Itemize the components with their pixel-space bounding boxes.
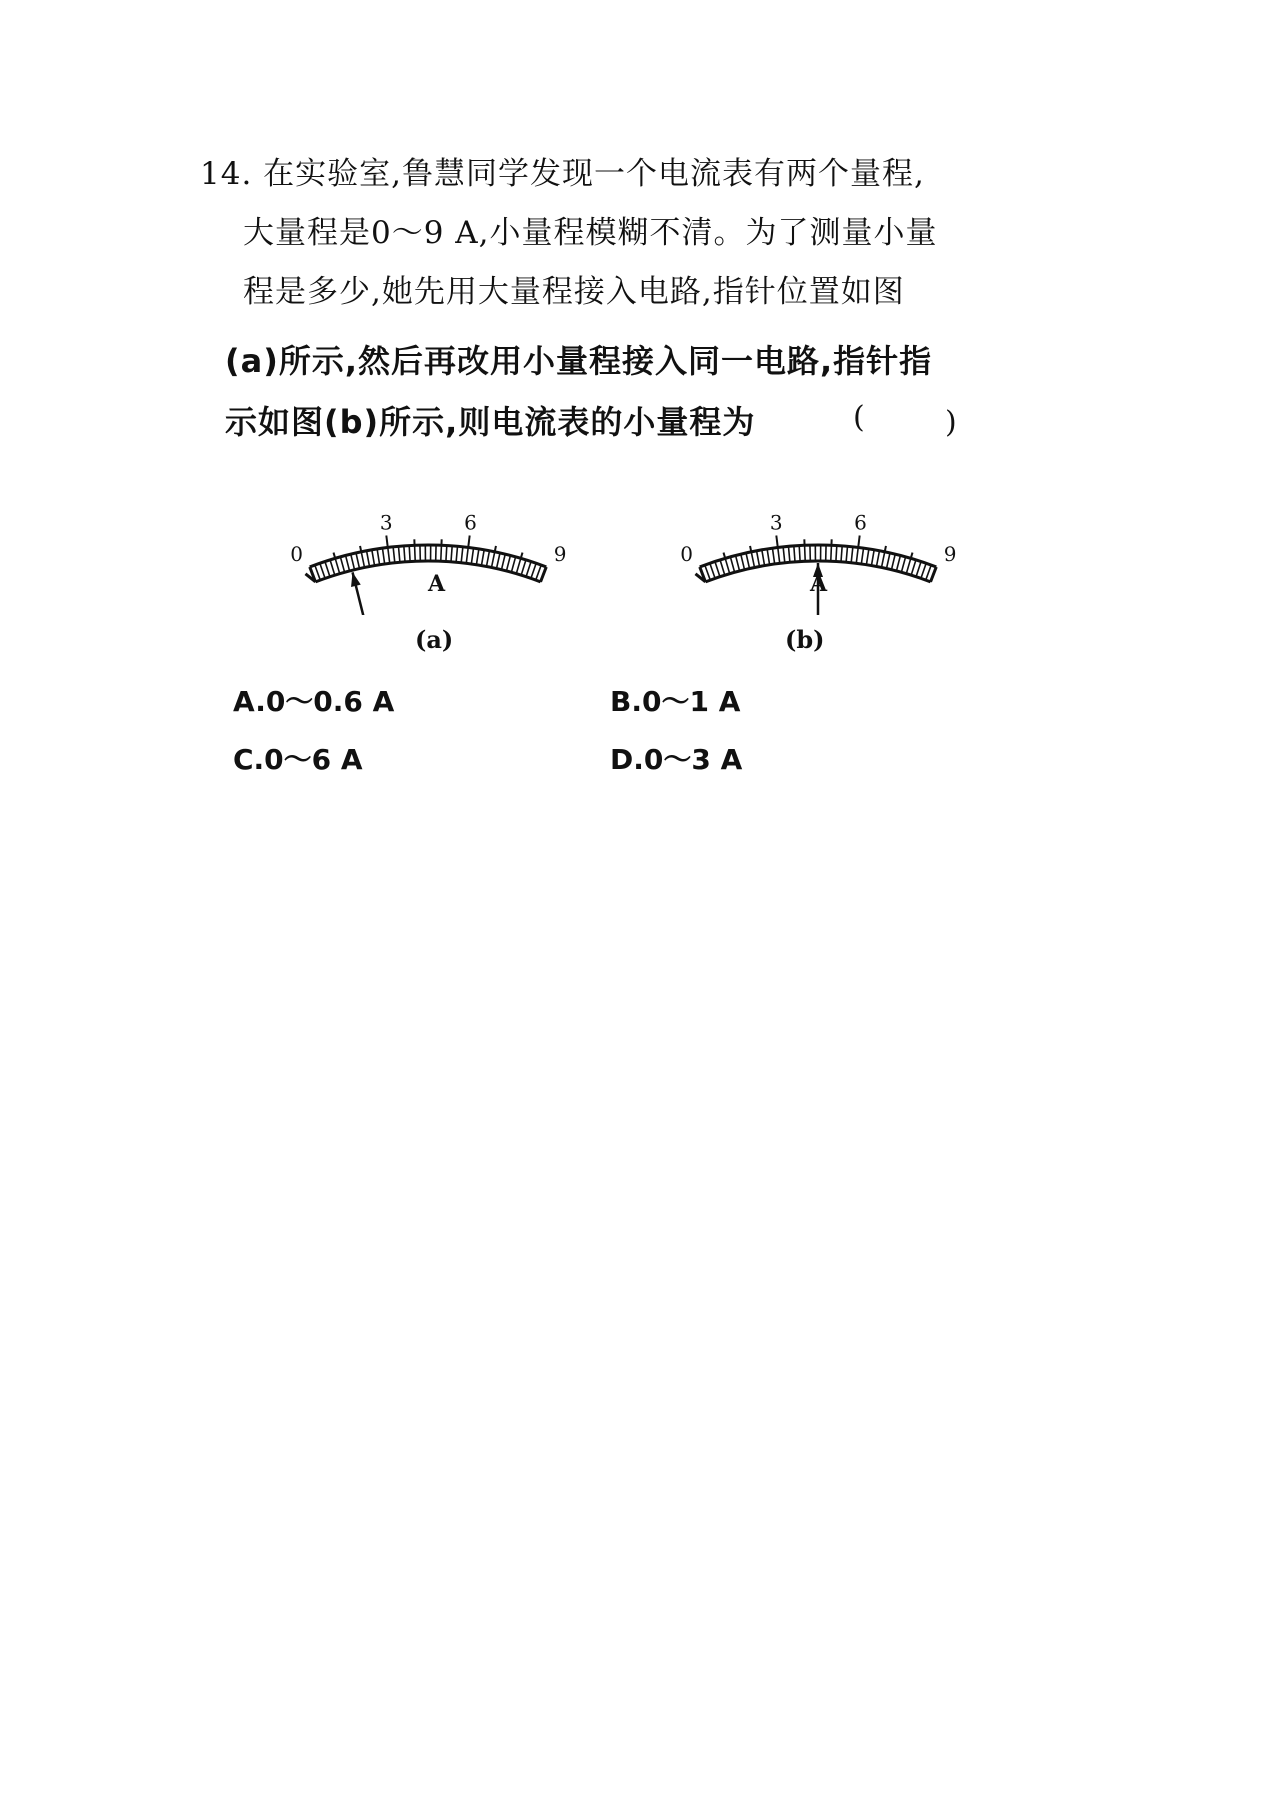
dial-hatch-a bbox=[361, 552, 364, 568]
dial-hatch-b bbox=[881, 552, 884, 568]
dial-hatch-b bbox=[741, 554, 745, 570]
dial-hatch-a bbox=[536, 565, 541, 580]
unit-label-a: A bbox=[428, 571, 446, 597]
answer-bracket-open: ( bbox=[853, 400, 865, 435]
dial-hatch-a bbox=[330, 560, 335, 575]
dial-hatch-b bbox=[751, 552, 754, 568]
dial-hatch-a bbox=[351, 554, 355, 570]
dial-hatch-a bbox=[531, 563, 536, 578]
dial-hatch-b bbox=[886, 553, 889, 569]
dial-hatch-a bbox=[325, 562, 330, 577]
dial-hatch-b bbox=[778, 547, 780, 563]
dial-hatch-b bbox=[788, 546, 789, 562]
option-c[interactable]: C.0～6 A bbox=[233, 743, 363, 776]
unit-label-b: A bbox=[810, 571, 828, 597]
dial-hatch-a bbox=[382, 548, 384, 564]
dial-hatch-a bbox=[456, 546, 457, 562]
dial-hatch-a bbox=[516, 558, 520, 573]
answer-bracket-close: ) bbox=[945, 405, 957, 440]
dial-hatch-a bbox=[409, 546, 410, 562]
dial-hatch-a bbox=[471, 548, 473, 564]
question-line-5: 示如图(b)所示,则电流表的小量程为 bbox=[225, 403, 756, 441]
pointer-arrowhead-a bbox=[351, 572, 361, 587]
dial-hatch-a bbox=[491, 552, 494, 568]
scale-label-a-0: 0 bbox=[290, 542, 304, 567]
ammeter-figure-a bbox=[250, 465, 610, 615]
dial-hatch-b bbox=[762, 550, 765, 566]
dial-hatch-b bbox=[757, 551, 760, 567]
dial-hatch-b bbox=[861, 548, 863, 564]
dial-hatch-a bbox=[315, 565, 320, 580]
dial-hatch-b bbox=[926, 565, 931, 580]
ammeter-figure-b bbox=[640, 465, 1000, 615]
dial-hatch-b bbox=[851, 547, 853, 563]
question-number: 14. bbox=[200, 156, 253, 192]
dial-hatch-b bbox=[871, 550, 874, 566]
dial-hatch-a bbox=[486, 551, 489, 567]
dial-hatch-a bbox=[441, 545, 442, 561]
dial-hatch-b bbox=[767, 549, 769, 565]
dial-hatch-a bbox=[335, 558, 339, 573]
question-line-3: 程是多少,她先用大量程接入电路,指针位置如图 bbox=[243, 274, 905, 310]
dial-major-tick-a bbox=[386, 536, 387, 548]
dial-hatch-b bbox=[715, 562, 720, 577]
dial-hatch-b bbox=[831, 545, 832, 561]
dial-hatch-a bbox=[415, 545, 416, 561]
dial-hatch-b bbox=[725, 558, 729, 573]
dial-hatch-b bbox=[846, 546, 847, 562]
dial-hatch-b bbox=[705, 565, 710, 580]
dial-hatch-b bbox=[901, 557, 905, 572]
dial-hatch-a bbox=[481, 550, 484, 566]
scale-label-b-3: 3 bbox=[769, 510, 783, 535]
dial-hatch-a bbox=[377, 549, 379, 565]
dial-hatch-b bbox=[856, 547, 858, 563]
dial-hatch-a bbox=[496, 553, 499, 569]
dial-hatch-b bbox=[866, 549, 868, 565]
dial-hatch-b bbox=[799, 546, 800, 562]
dial-hatch-a bbox=[521, 560, 526, 575]
dial-hatch-b bbox=[906, 558, 910, 573]
dial-hatch-a bbox=[398, 546, 399, 562]
dial-hatch-a bbox=[404, 546, 405, 562]
dial-hatch-b bbox=[911, 560, 916, 575]
dial-hatch-a bbox=[526, 562, 531, 577]
scale-label-b-9: 9 bbox=[943, 542, 957, 567]
dial-hatch-b bbox=[730, 557, 734, 572]
dial-hatch-b bbox=[836, 546, 837, 562]
dial-hatch-a bbox=[476, 549, 478, 565]
figure-caption-a: (a) bbox=[415, 625, 454, 654]
dial-hatch-a bbox=[506, 555, 510, 570]
scale-label-a-6: 6 bbox=[464, 510, 477, 535]
scale-label-a-9: 9 bbox=[553, 542, 567, 567]
dial-hatch-b bbox=[720, 560, 725, 575]
dial-hatch-a bbox=[372, 550, 375, 566]
dial-hatch-b bbox=[841, 546, 842, 562]
dial-hatch-b bbox=[876, 551, 879, 567]
dial-hatch-b bbox=[891, 554, 895, 570]
dial-hatch-b bbox=[921, 563, 926, 578]
dial-major-tick-b bbox=[858, 536, 859, 548]
dial-hatch-a bbox=[501, 554, 505, 570]
dial-hatch-a bbox=[451, 546, 452, 562]
dial-hatch-b bbox=[772, 548, 774, 564]
dial-hatch-b bbox=[736, 555, 740, 570]
dial-major-tick-b bbox=[776, 536, 777, 548]
dial-hatch-a bbox=[511, 557, 515, 572]
dial-hatch-b bbox=[710, 563, 715, 578]
dial-hatch-a bbox=[367, 551, 370, 567]
dial-hatch-b bbox=[794, 546, 795, 562]
question-line-2: 大量程是0～9 A,小量程模糊不清。为了测量小量 bbox=[243, 215, 938, 251]
dial-hatch-a bbox=[346, 555, 350, 570]
dial-hatch-b bbox=[805, 545, 806, 561]
dial-hatch-a bbox=[388, 547, 390, 563]
option-a[interactable]: A.0～0.6 A bbox=[233, 685, 395, 718]
scale-label-b-6: 6 bbox=[854, 510, 867, 535]
option-b[interactable]: B.0～1 A bbox=[610, 685, 741, 718]
dial-hatch-b bbox=[783, 547, 785, 563]
figure-caption-b: (b) bbox=[785, 625, 825, 654]
dial-major-tick-a bbox=[468, 536, 469, 548]
dial-hatch-b bbox=[896, 555, 900, 570]
dial-hatch-a bbox=[340, 557, 344, 572]
dial-hatch-a bbox=[320, 563, 325, 578]
dial-hatch-a bbox=[466, 547, 468, 563]
option-d[interactable]: D.0～3 A bbox=[610, 743, 743, 776]
question-line-1: 在实验室,鲁慧同学发现一个电流表有两个量程, bbox=[263, 156, 925, 192]
dial-hatch-a bbox=[461, 547, 463, 563]
dial-hatch-a bbox=[446, 546, 447, 562]
scale-label-b-0: 0 bbox=[680, 542, 694, 567]
question-line-4: (a)所示,然后再改用小量程接入同一电路,指针指 bbox=[225, 342, 933, 380]
dial-hatch-b bbox=[746, 553, 749, 569]
dial-hatch-b bbox=[916, 562, 921, 577]
dial-hatch-a bbox=[393, 547, 395, 563]
dial-hatch-a bbox=[356, 553, 359, 569]
scale-label-a-3: 3 bbox=[379, 510, 393, 535]
